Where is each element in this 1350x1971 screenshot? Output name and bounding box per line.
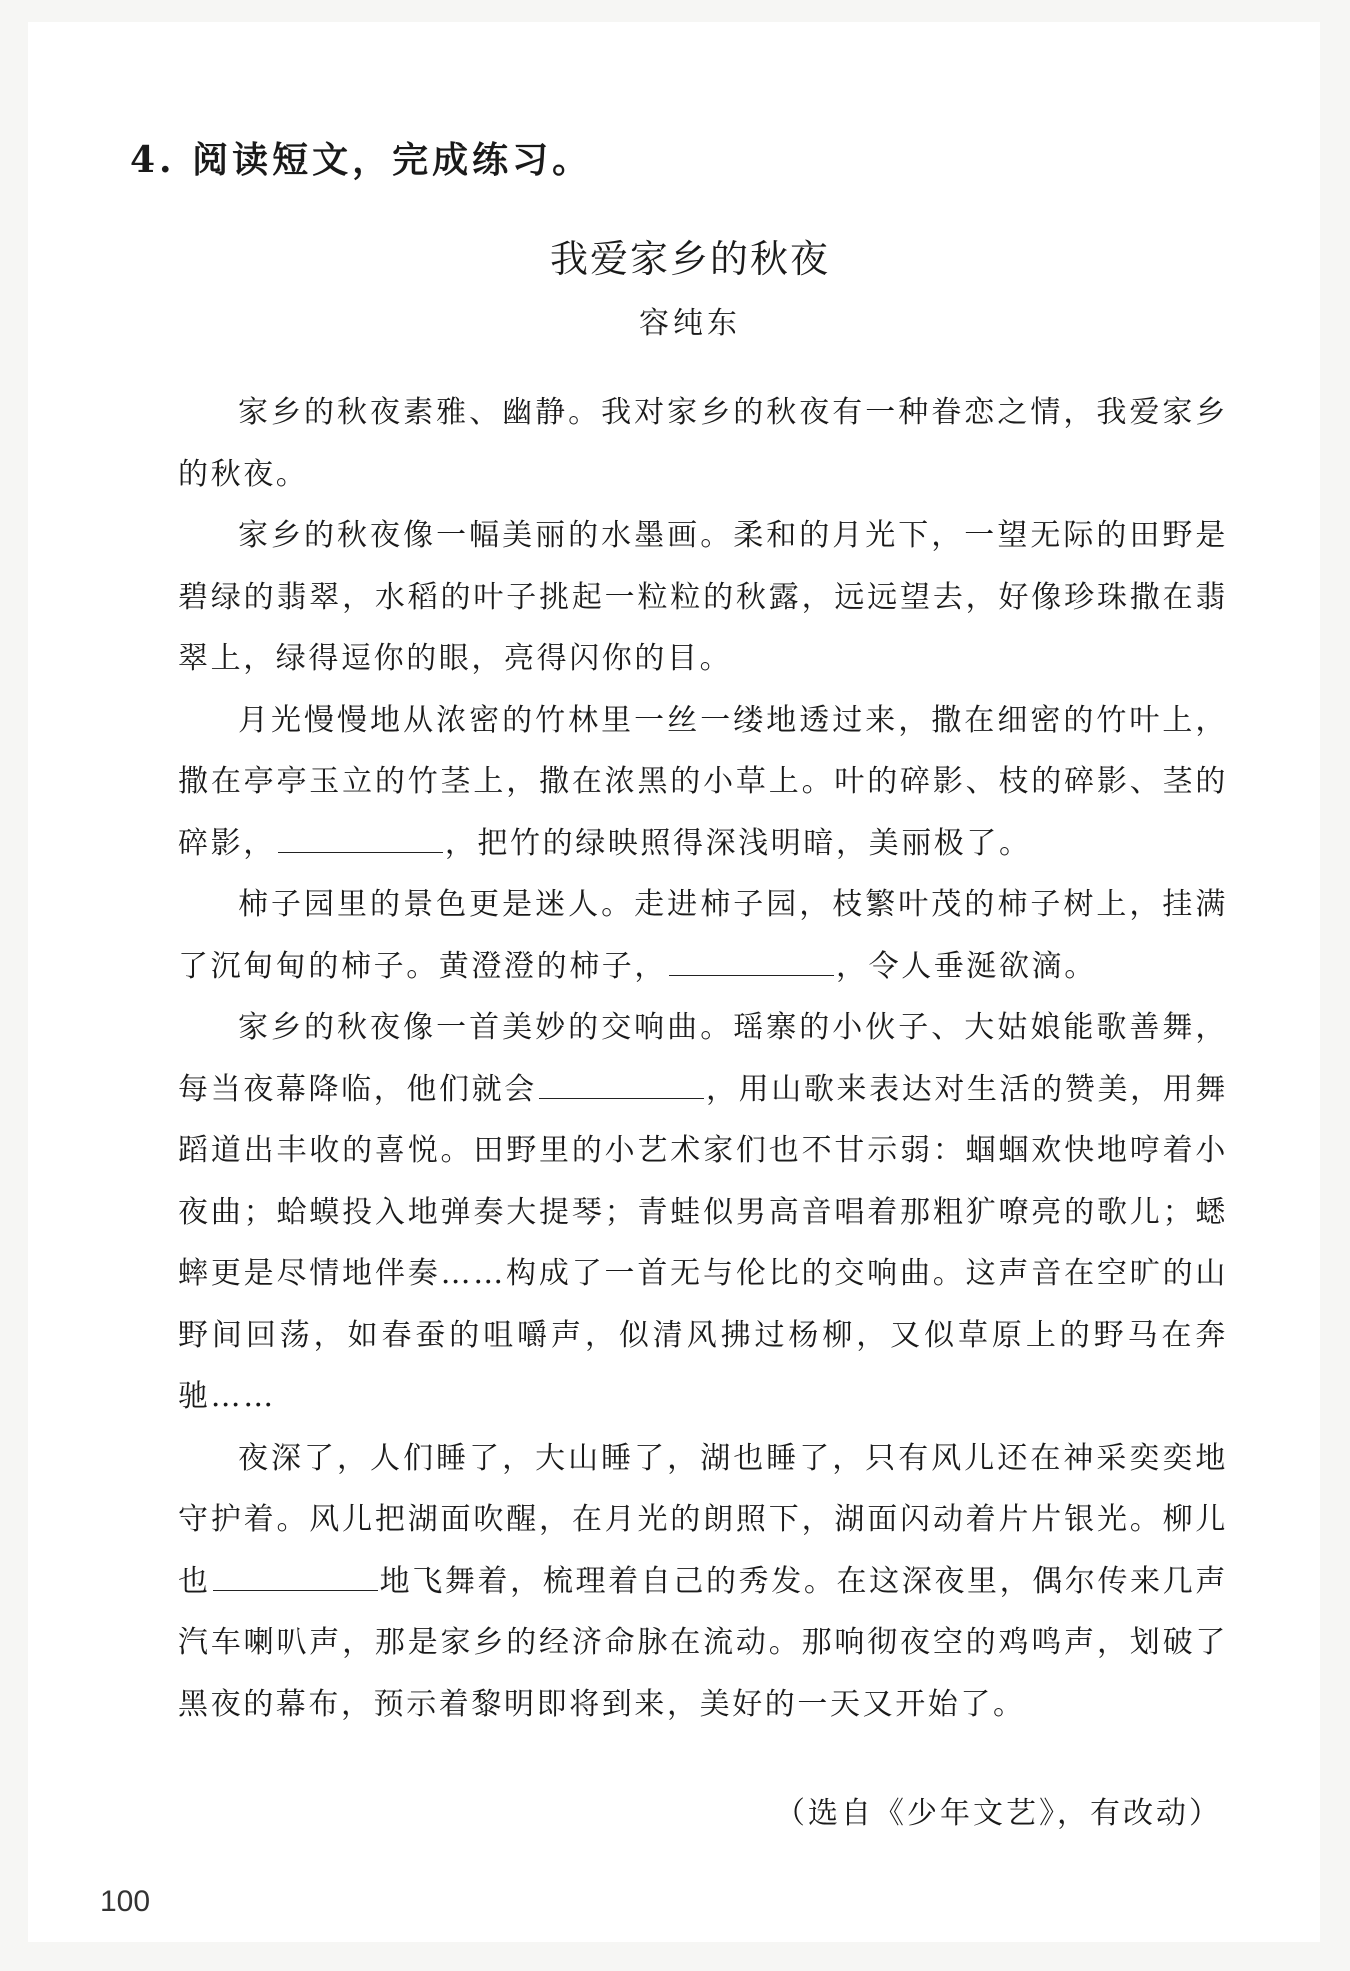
fill-in-blank-4[interactable] xyxy=(213,1560,378,1591)
paragraph-6: 夜深了，人们睡了，大山睡了，湖也睡了，只有风儿还在神采奕奕地守护着。风儿把湖面吹醒，在月光的朗照下，湖面闪动着片片银光。柳儿也 地飞舞着，梳理着自己的秀发。在这深夜里，偶尔传来几声汽车喇叭声，那是家乡的经济命脉在流动。那响彻夜空的鸡鸣声，划破了黑夜的幕布，预示着黎明即将到来，美好的一天又开始了。 xyxy=(178,1440,1228,1722)
paragraph-5: 家乡的秋夜像一首美妙的交响曲。瑶寨的小伙子、大姑娘能歌善舞，每当夜幕降临，他们就会 ，用山歌来表达对生活的赞美，用舞蹈道出丰收的喜悦。田野里的小艺术家们也不甘示弱：蝈蝈欢快地哼着小夜曲；蛤蟆投入地弹奏大提琴；青蛙似男高音唱着那粗犷嘹亮的歌儿；蟋蟀更是尽情地伴奏……构成了一首无与伦比的交响曲。这声音在空旷的山野间回荡，如春蚕的咀嚼声，似清风拂过杨柳，又似草原上的野马在奔驰…… xyxy=(178,1010,1228,1414)
article-title: 我爱家乡的秋夜 xyxy=(549,237,830,281)
fill-in-blank-1[interactable] xyxy=(278,822,443,853)
page-number: 100 xyxy=(100,1885,151,1918)
article-source: （选自《少年文艺》，有改动） xyxy=(775,1796,1222,1831)
article-body xyxy=(178,382,1228,1735)
paragraph-3: 月光慢慢地从浓密的竹林里一丝一缕地透过来，撒在细密的竹叶上，撒在亭亭玉立的竹茎上，撒在浓黑的小草上。叶的碎影、枝的碎影、茎的碎影， ，把竹的绿映照得深浅明暗，美丽极了。 xyxy=(178,702,1228,861)
paragraph-1: 家乡的秋夜素雅、幽静。我对家乡的秋夜有一种眷恋之情，我爱家乡的秋夜。 xyxy=(178,395,1228,492)
paragraph-4: 柿子园里的景色更是迷人。走进柿子园，枝繁叶茂的柿子树上，挂满了沉甸甸的柿子。黄澄澄的柿子， ，令人垂涎欲滴。 xyxy=(178,887,1228,984)
fill-in-blank-3[interactable] xyxy=(539,1068,704,1099)
article-author: 容纯东 xyxy=(639,306,741,341)
fill-in-blank-2[interactable] xyxy=(669,945,834,976)
paragraph-2: 家乡的秋夜像一幅美丽的水墨画。柔和的月光下，一望无际的田野是碧绿的翡翠，水稻的叶子挑起一粒粒的秋露，远远望去，好像珍珠撒在翡翠上，绿得逗你的眼，亮得闪你的目。 xyxy=(178,518,1228,676)
question-heading: 4. 阅读短文，完成练习。 xyxy=(130,139,593,181)
